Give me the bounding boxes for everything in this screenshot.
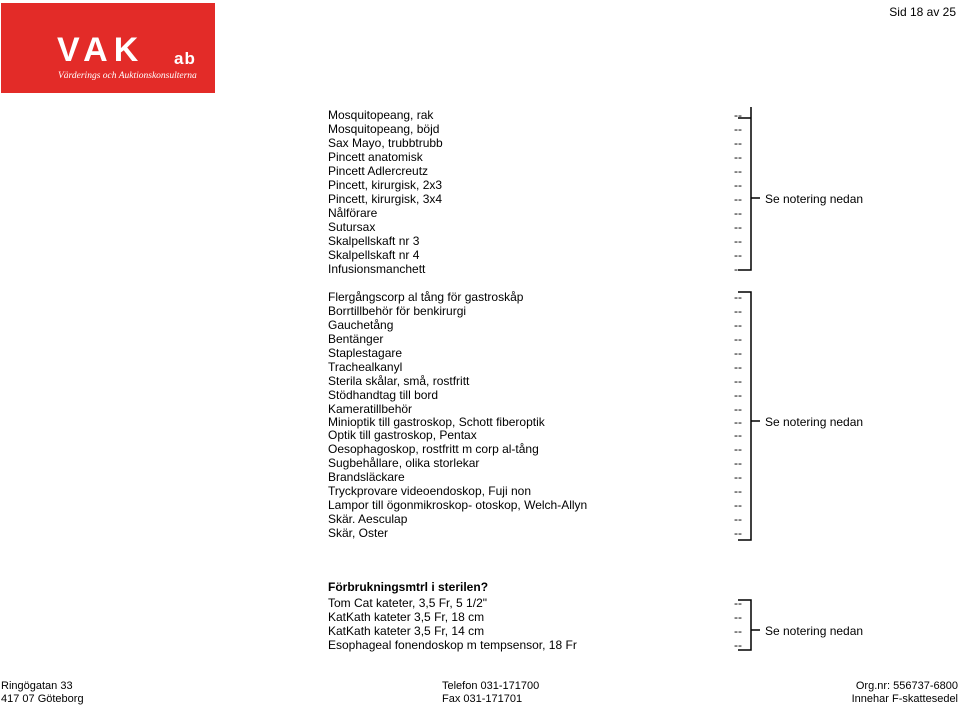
list-item [328, 304, 748, 318]
list-item [328, 456, 748, 470]
item-name: Esophageal fonendoskop m tempsensor, 18 Fr [328, 638, 577, 652]
item-value: -- [734, 178, 742, 192]
list-item [328, 596, 748, 610]
item-value: -- [734, 374, 742, 388]
list-item [328, 332, 748, 346]
item-value: -- [734, 526, 742, 540]
item-value: -- [734, 206, 742, 220]
list-item [328, 248, 748, 262]
item-name: Trachealkanyl [328, 360, 403, 374]
item-name: Skalpellskaft nr 4 [328, 248, 420, 262]
list-item [328, 192, 748, 206]
item-value: -- [734, 318, 742, 332]
item-name: Sterila skålar, små, rostfritt [328, 374, 470, 388]
list-item [328, 498, 748, 512]
list-item [328, 164, 748, 178]
item-name: Stödhandtag till bord [328, 388, 439, 402]
list-item [328, 290, 748, 304]
item-name: Pincett, kirurgisk, 2x3 [328, 178, 443, 192]
item-name: Sutursax [328, 220, 376, 234]
item-name: Brandsläckare [328, 470, 405, 484]
list-item [328, 108, 748, 122]
list-item [328, 150, 748, 164]
item-name: Tom Cat kateter, 3,5 Fr, 5 1/2" [328, 596, 487, 610]
item-name: Staplestagare [328, 346, 403, 360]
item-value: -- [734, 402, 742, 416]
footer-fax: Fax 031-171701 [442, 693, 523, 705]
item-value: -- [734, 596, 742, 610]
list-item [328, 206, 748, 220]
item-value: -- [734, 164, 742, 178]
item-name: Kameratillbehör [328, 402, 413, 416]
list-item [328, 220, 748, 234]
item-value: -- [734, 108, 742, 122]
item-value: -- [734, 360, 742, 374]
item-value: -- [734, 512, 742, 526]
item-name: KatKath kateter 3,5 Fr, 14 cm [328, 624, 485, 638]
item-value: -- [734, 290, 742, 304]
list-item [328, 234, 748, 248]
item-value: -- [734, 136, 742, 150]
item-name: Flergångscorp al tång för gastroskåp [328, 290, 524, 304]
item-name: Mosquitopeang, böjd [328, 122, 440, 136]
footer-address-city: 417 07 Göteborg [1, 693, 84, 705]
list-item [328, 610, 748, 624]
footer-org-number: Org.nr: 556737-6800 [855, 680, 958, 692]
item-name: Sax Mayo, trubbtrubb [328, 136, 443, 150]
item-value: -- [734, 304, 742, 318]
logo-tagline: Värderings och Auktionskonsulterna [58, 71, 197, 81]
group-note: Se notering nedan [765, 192, 864, 206]
item-value: -- [734, 388, 742, 402]
item-name: Oesophagoskop, rostfritt m corp al-tång [328, 442, 539, 456]
item-name: Pincett Adlercreutz [328, 164, 429, 178]
section-heading: Förbrukningsmtrl i sterilen? [328, 580, 489, 594]
item-name: Infusionsmanchett [328, 262, 426, 276]
item-value: -- [734, 610, 742, 624]
footer-phone: Telefon 031-171700 [442, 680, 540, 692]
list-item [328, 470, 748, 484]
item-value: -- [734, 262, 742, 276]
list-item [328, 638, 748, 652]
item-value: -- [734, 332, 742, 346]
item-value: -- [734, 470, 742, 484]
item-name: Skalpellskaft nr 3 [328, 234, 420, 248]
item-name: Bentänger [328, 332, 384, 346]
list-item [328, 122, 748, 136]
footer-address-street: Ringögatan 33 [1, 680, 73, 692]
list-item [328, 318, 748, 332]
list-item [328, 262, 748, 276]
list-item [328, 346, 748, 360]
item-value: -- [734, 638, 742, 652]
item-value: -- [734, 248, 742, 262]
item-value: -- [734, 150, 742, 164]
item-value: -- [734, 234, 742, 248]
item-name: Sugbehållare, olika storlekar [328, 456, 480, 470]
item-value: -- [734, 346, 742, 360]
item-value: -- [734, 442, 742, 456]
item-value: -- [734, 484, 742, 498]
item-value: -- [734, 415, 742, 429]
item-value: -- [734, 122, 742, 136]
item-name: Skär, Oster [328, 526, 389, 540]
footer-tax-status: Innehar F-skattesedel [851, 693, 958, 705]
list-item [328, 374, 748, 388]
item-value: -- [734, 498, 742, 512]
list-item [328, 360, 748, 374]
list-item [328, 442, 748, 456]
item-value: -- [734, 192, 742, 206]
list-item [328, 526, 748, 540]
item-value: -- [734, 624, 742, 638]
item-name: Borrtillbehör för benkirurgi [328, 304, 467, 318]
item-name: Pincett anatomisk [328, 150, 423, 164]
list-item [328, 178, 748, 192]
item-value: -- [734, 220, 742, 234]
list-item [328, 402, 748, 416]
group-note: Se notering nedan [765, 624, 864, 638]
list-item [328, 624, 748, 638]
item-name: Skär. Aesculap [328, 512, 408, 526]
logo-suffix: ab [174, 49, 196, 68]
item-name: KatKath kateter 3,5 Fr, 18 cm [328, 610, 485, 624]
list-item [328, 484, 748, 498]
item-name: Mosquitopeang, rak [328, 108, 434, 122]
item-name: Tryckprovare videoendoskop, Fuji non [328, 484, 531, 498]
item-name: Pincett, kirurgisk, 3x4 [328, 192, 443, 206]
item-name: Gauchetång [328, 318, 394, 332]
item-name: Nålförare [328, 206, 378, 220]
item-name: Lampor till ögonmikroskop- otoskop, Welch-Allyn [328, 498, 588, 512]
list-item [328, 136, 748, 150]
item-name: Optik till gastroskop, Pentax [328, 428, 477, 442]
item-value: -- [734, 428, 742, 442]
logo-wordmark: VAK [57, 31, 145, 69]
list-item [328, 512, 748, 526]
item-value: -- [734, 456, 742, 470]
list-item [328, 428, 748, 442]
list-item [328, 388, 748, 402]
group-note: Se notering nedan [765, 415, 864, 429]
list-item [328, 415, 748, 429]
page-number: Sid 18 av 25 [889, 5, 956, 19]
item-name: Minioptik till gastroskop, Schott fiberoptik [328, 415, 545, 429]
